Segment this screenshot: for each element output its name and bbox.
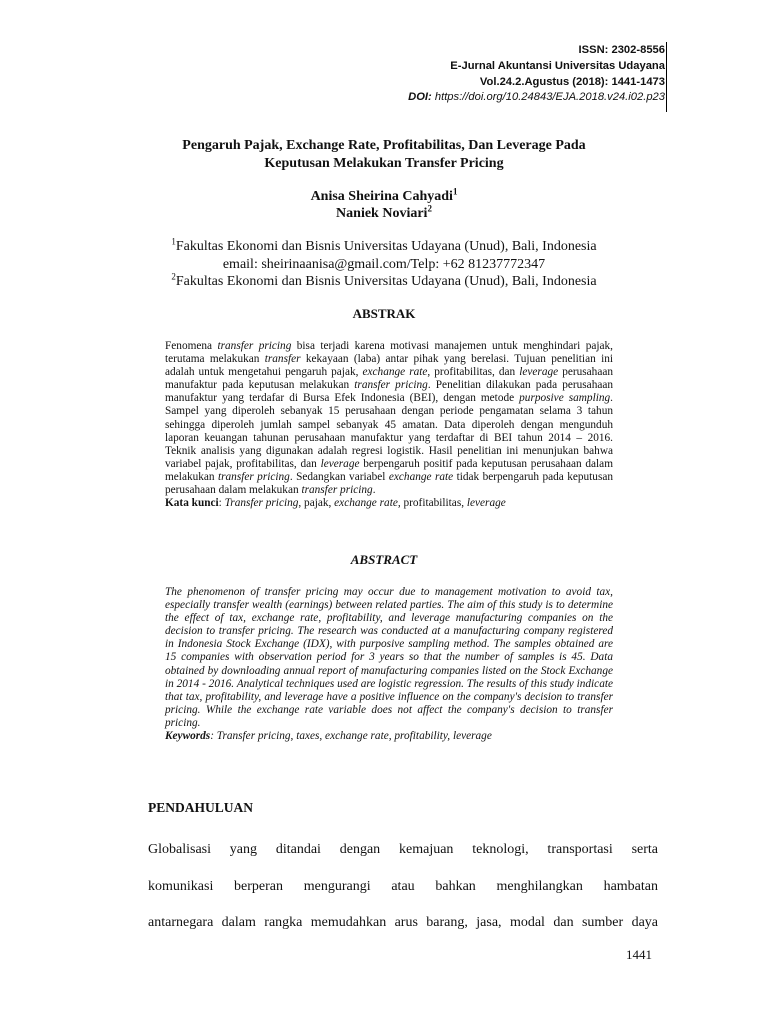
journal-name: E-Jurnal Akuntansi Universitas Udayana (450, 59, 665, 72)
abstract-text: The phenomenon of transfer pricing may occur due to management motivation to avoid tax, especially transfer wealth (earnings) between related parties. The aim of this study is to determine the effect of tax, exchange rate, profitability, and leverage manufacturing companies on the decision to transfer pricing. The research was conducted at a manufacturing company registered in Indonesia Stock Exchange (IDX), with purposive sampling method. The samples obtained are 15 companies with observation period for 3 years so that the number of samples is 45. Data obtained by downloading annual report of manufacturing companies listed on the Stock Exchange in 2014 - 2016. Analytical techniques used are logistic regression. The results of this study indicate that tax, profitability, and leverage have a positive influence on the company's decision to transfer pricing. While the exchange rate variable does not affect the company's decision to transfer pricing. (165, 586, 613, 729)
abstract-heading: ABSTRACT (350, 552, 418, 567)
page-number: 1441 (626, 947, 652, 962)
issn: ISSN: 2302-8556 (578, 44, 665, 56)
abstrak-text: Fenomena transfer pricing bisa terjadi karena motivasi manajemen untuk menghindari pajak, terutama melakukan transfer kekayaan (laba) antar pihak yang berelasi. Tujuan penelitian ini adalah untuk mengetahui pengaruh pajak, exchange rate, profitabilitas, dan leverage perusahaan manufaktur pada keputusan melakukan transfer pricing. Penelitian dilakukan pada perusahaan manufaktur yang terdafar di Bursa Efek Indonesia (BEI), dengan metode purposive sampling. Sampel yang diperoleh sebanyak 15 perusahaan dengan periode pengamatan selama 3 tahun sehingga diperoleh jumlah sampel sebanyak 45 amatan. Data diperoleh dengan mengunduh laporan keuangan tahunan perusahaan manufaktur yang terdaftar di BEI tahun 2014 – 2016. Teknik analisis yang digunakan adalah regresi logistik. Hasil penelitian ini menunjukan bahwa variabel pajak, profitabilitas, dan leverage berpengaruh positif pada keputusan perusahaan dalam melakukan transfer pricing. Sedangkan variabel exchange rate tidak berpengaruh pada keputusan perusahaan dalam melakukan transfer pricing. (165, 340, 614, 497)
section-heading: PENDAHULUAN (148, 800, 254, 815)
header-rule (666, 42, 667, 112)
body-line: komunikasi berperan mengurangi atau bahkan menghilangkan hambatan (148, 878, 658, 894)
abstrak-block (165, 340, 613, 510)
volume-info: Vol.24.2.Agustus (2018): 1441-1473 (479, 75, 665, 88)
title-line-2: Keputusan Melakukan Transfer Pricing (264, 156, 504, 171)
keywords: Keywords: Transfer pricing, taxes, exchange rate, profitability, leverage (165, 730, 492, 743)
doi-label: DOI: (408, 91, 432, 104)
title-line-1: Pengaruh Pajak, Exchange Rate, Profitabilitas, Dan Leverage Pada (182, 138, 586, 153)
abstract-block (165, 586, 613, 743)
body-paragraph (148, 832, 658, 942)
journal-header (325, 43, 665, 106)
body-line: Globalisasi yang ditandai dengan kemajuan teknologi, transportasi serta (148, 842, 658, 857)
doi-link[interactable]: https://doi.org/10.24843/EJA.2018.v24.i02.p23 (431, 91, 665, 104)
author-list (120, 188, 648, 222)
affiliation-1: $^1$Fakultas Ekonomi dan Bisnis Universitas Udayana (Unud), Bali, Indonesia (171, 236, 597, 254)
body-line: antarnegara dalam rangka memudahkan arus barang, jasa, modal dan sumber daya (148, 915, 658, 930)
affiliation-2: $^2$Fakultas Ekonomi dan Bisnis Universitas Udayana (Unud), Bali, Indonesia (171, 271, 597, 289)
author-2: Naniek Noviari$^2$ (336, 203, 432, 221)
paper-title (120, 137, 648, 173)
author-1: Anisa Sheirina Cahyadi$^1$ (310, 186, 458, 204)
contact-email[interactable]: email: sheirinaanisa@gmail.com/Telp: +62 81237772347 (222, 256, 546, 272)
kata-kunci: Kata kunci: Transfer pricing, pajak, exchange rate, profitabilitas, leverage (165, 497, 506, 510)
abstrak-heading: ABSTRAK (352, 306, 416, 321)
affiliations (120, 238, 648, 291)
doi-line (325, 90, 665, 106)
